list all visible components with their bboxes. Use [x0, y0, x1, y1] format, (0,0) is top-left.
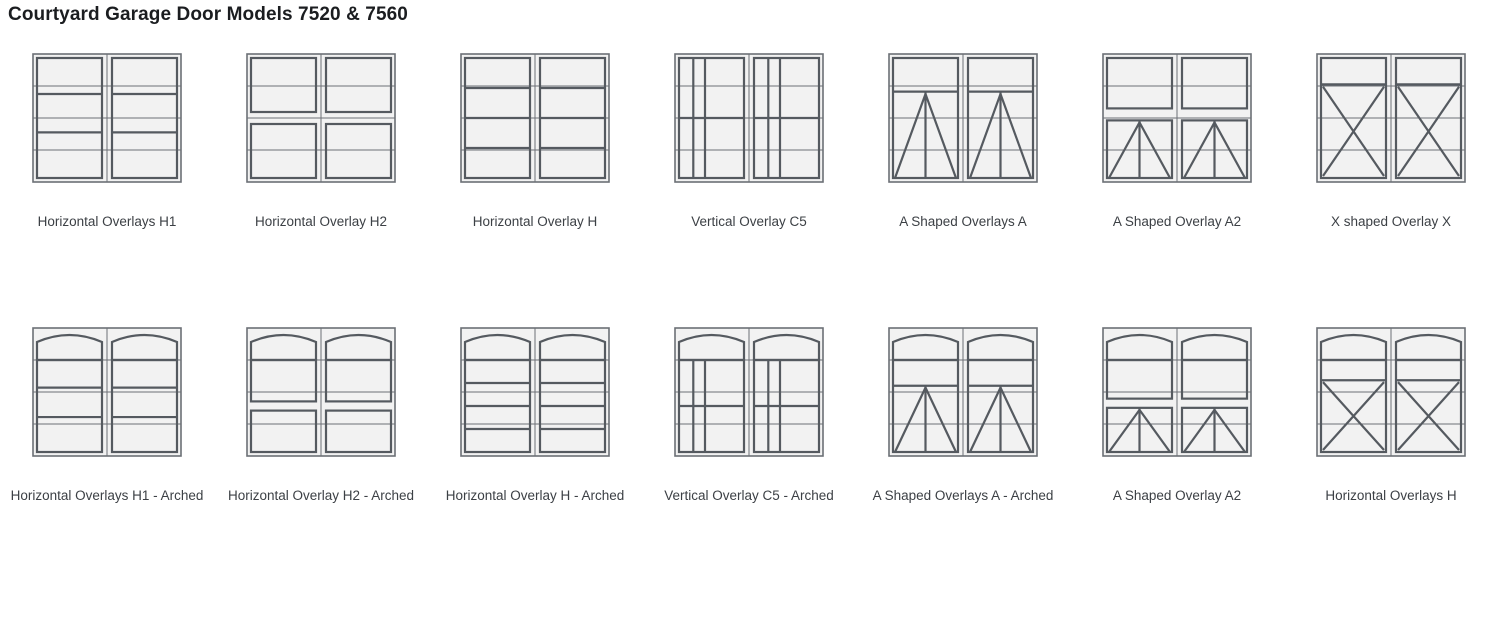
design-label: Horizontal Overlay H2 - Arched [227, 488, 415, 503]
design-label: Horizontal Overlay H - Arched [445, 488, 625, 503]
design-card[interactable] [1070, 48, 1284, 240]
garage-door-diagram-icon [669, 322, 829, 462]
garage-door-diagram-icon [27, 48, 187, 188]
design-card[interactable] [0, 48, 214, 240]
garage-door-diagram-icon [883, 48, 1043, 188]
garage-door-diagram-icon [241, 322, 401, 462]
design-card[interactable] [856, 322, 1070, 514]
design-label: Horizontal Overlays H1 - Arched [10, 488, 204, 503]
design-card[interactable] [214, 48, 428, 240]
design-label: Horizontal Overlay H [472, 214, 598, 229]
design-label: A Shaped Overlay A2 [1112, 214, 1242, 229]
design-card[interactable] [428, 322, 642, 514]
design-label: Horizontal Overlays H1 [37, 214, 177, 229]
garage-door-diagram-icon [1311, 322, 1471, 462]
design-label: A Shaped Overlays A - Arched [872, 488, 1054, 503]
garage-door-diagram-icon [241, 48, 401, 188]
design-card[interactable] [1070, 322, 1284, 514]
design-label: X shaped Overlay X [1330, 214, 1452, 229]
design-card[interactable] [214, 322, 428, 514]
design-grid-row-1 [0, 48, 1501, 240]
garage-door-diagram-icon [1097, 322, 1257, 462]
garage-door-diagram-icon [883, 322, 1043, 462]
design-label: Vertical Overlay C5 [691, 214, 807, 229]
design-grid-row-2 [0, 262, 1501, 514]
design-card[interactable] [1284, 48, 1498, 240]
design-card[interactable] [0, 322, 214, 514]
garage-door-diagram-icon [1097, 48, 1257, 188]
design-label: Vertical Overlay C5 - Arched [664, 488, 834, 503]
design-label: A Shaped Overlays A [899, 214, 1027, 229]
design-label: A Shaped Overlay A2 [1112, 488, 1242, 503]
page-title: Courtyard Garage Door Models 7520 & 7560 [8, 4, 408, 25]
garage-door-diagram-icon [455, 48, 615, 188]
design-card[interactable] [642, 322, 856, 514]
garage-door-diagram-icon [455, 322, 615, 462]
garage-door-diagram-icon [27, 322, 187, 462]
garage-door-diagram-icon [669, 48, 829, 188]
design-card[interactable] [856, 48, 1070, 240]
design-card[interactable] [642, 48, 856, 240]
design-card[interactable] [1284, 322, 1498, 514]
garage-door-diagram-icon [1311, 48, 1471, 188]
design-label: Horizontal Overlay H2 [254, 214, 388, 229]
design-label: Horizontal Overlays H [1325, 488, 1457, 503]
design-card[interactable] [428, 48, 642, 240]
